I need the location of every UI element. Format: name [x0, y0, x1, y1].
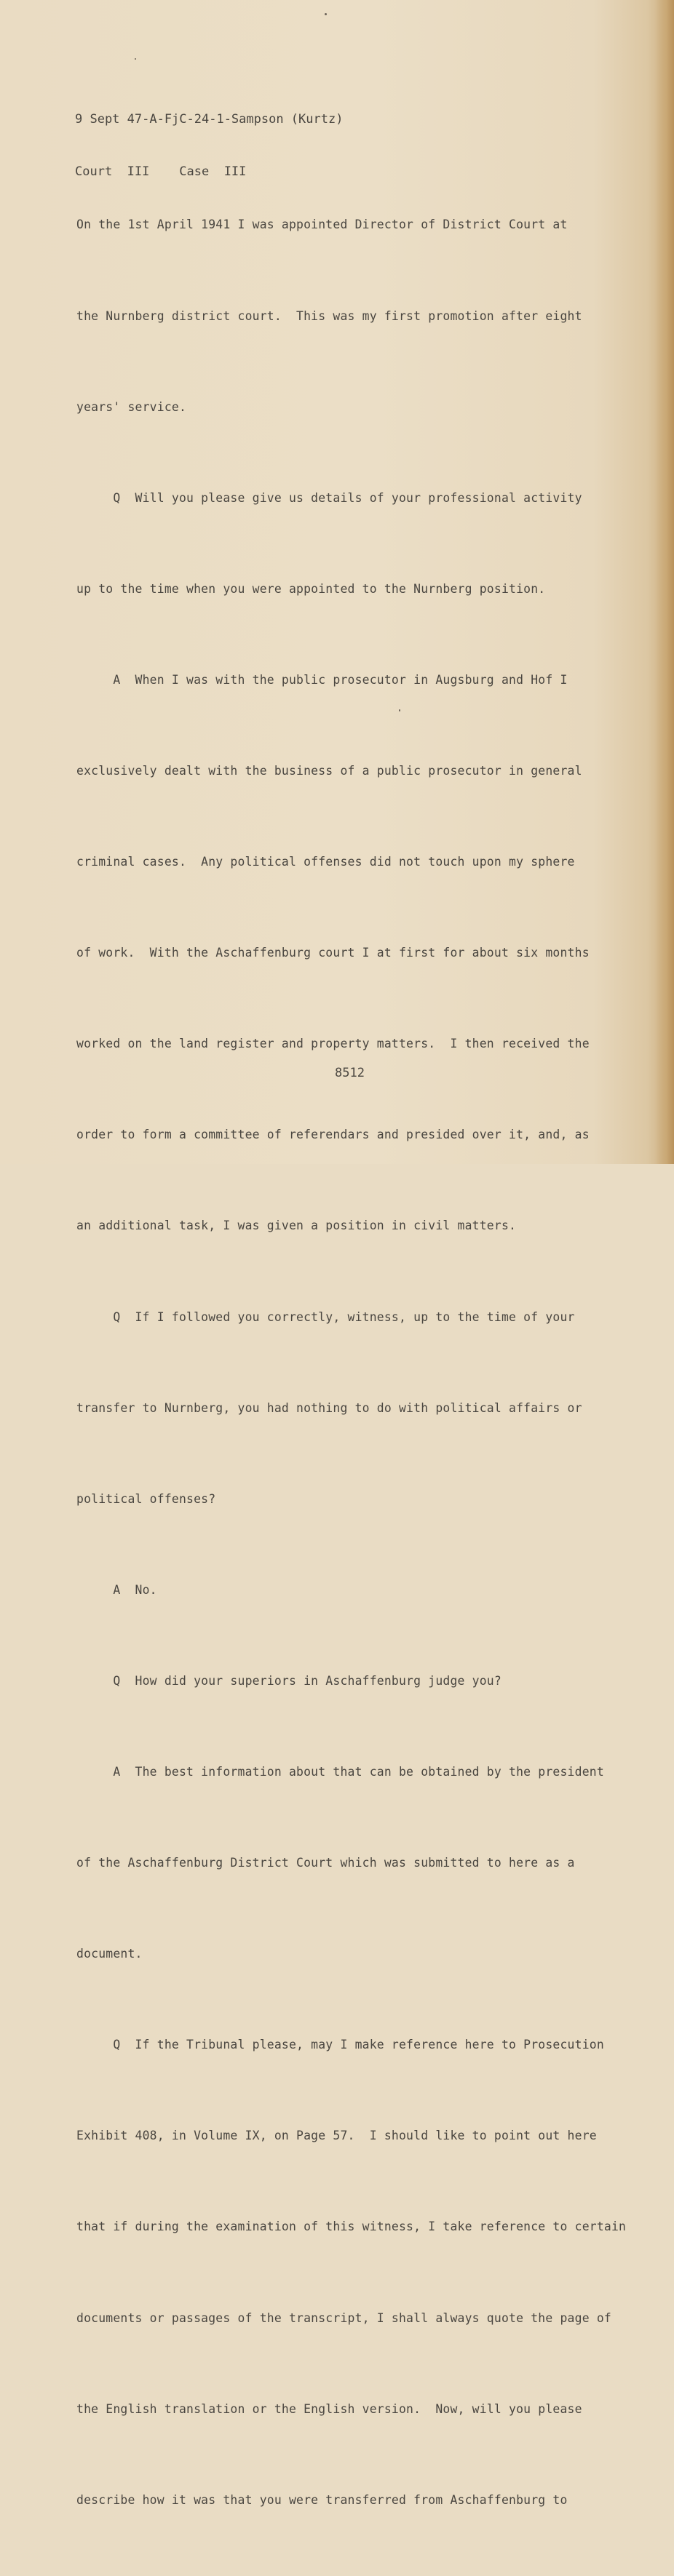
transcript-line: On the 1st April 1941 I was appointed Director of District Court at — [76, 218, 568, 232]
page-number: 8512 — [335, 1066, 365, 1080]
transcript-line: Q How did your superiors in Aschaffenburg judge you? — [76, 1673, 501, 1688]
transcript-line: that if during the examination of this witness, I take reference to certain — [76, 2220, 627, 2234]
transcript-body — [76, 149, 626, 2576]
transcript-line: document. — [76, 1947, 143, 1961]
transcript-line: up to the time when you were appointed to the Nurnberg position. — [76, 581, 546, 596]
transcript-line: worked on the land register and property matters. I then received the — [76, 1037, 590, 1051]
transcript-line: of work. With the Aschaffenburg court I at first for about six months — [76, 946, 590, 960]
transcript-line: describe how it was that you were transferred from Aschaffenburg to — [76, 2492, 568, 2507]
transcript-line: political offenses? — [76, 1491, 216, 1506]
transcript-line: Q If I followed you correctly, witness, up to the time of your — [76, 1309, 575, 1324]
transcript-line: an additional task, I was given a position in civil matters. — [76, 1219, 517, 1233]
header-court-case-line: Court III Case III — [75, 164, 247, 179]
transcript-line: criminal cases. Any political offenses did not touch upon my sphere — [76, 855, 575, 869]
header-reference-line: 9 Sept 47-A-FjC-24-1-Sampson (Kurtz) — [75, 112, 344, 127]
paper-speck — [135, 58, 136, 60]
paper-edge-shadow — [655, 0, 674, 1164]
paper-speck — [325, 13, 327, 15]
transcript-line: Q If the Tribunal please, may I make reference here to Prosecution — [76, 2038, 604, 2052]
transcript-line: documents or passages of the transcript, I shall always quote the page of — [76, 2310, 611, 2325]
transcript-line: the English translation or the English version. Now, will you please — [76, 2401, 582, 2416]
transcript-line: A The best information about that can be obtained by the president — [76, 1765, 604, 1779]
transcript-line: transfer to Nurnberg, you had nothing to do with political affairs or — [76, 1400, 582, 1415]
transcript-line: exclusively dealt with the business of a public prosecutor in general — [76, 763, 582, 778]
transcript-line: A When I was with the public prosecutor in Augsburg and Hof I — [76, 672, 568, 687]
transcript-line: A No. — [76, 1582, 157, 1597]
transcript-line: years' service. — [76, 399, 187, 414]
transcript-line: the Nurnberg district court. This was my first promotion after eight — [76, 308, 582, 323]
transcript-line: Q Will you please give us details of your professional activity — [76, 490, 582, 505]
transcript-line: of the Aschaffenburg District Court which was submitted to here as a — [76, 1856, 575, 1870]
transcript-line: order to form a committee of referendars and presided over it, and, as — [76, 1128, 590, 1142]
transcript-line: Exhibit 408, in Volume IX, on Page 57. I should like to point out here — [76, 2129, 597, 2143]
